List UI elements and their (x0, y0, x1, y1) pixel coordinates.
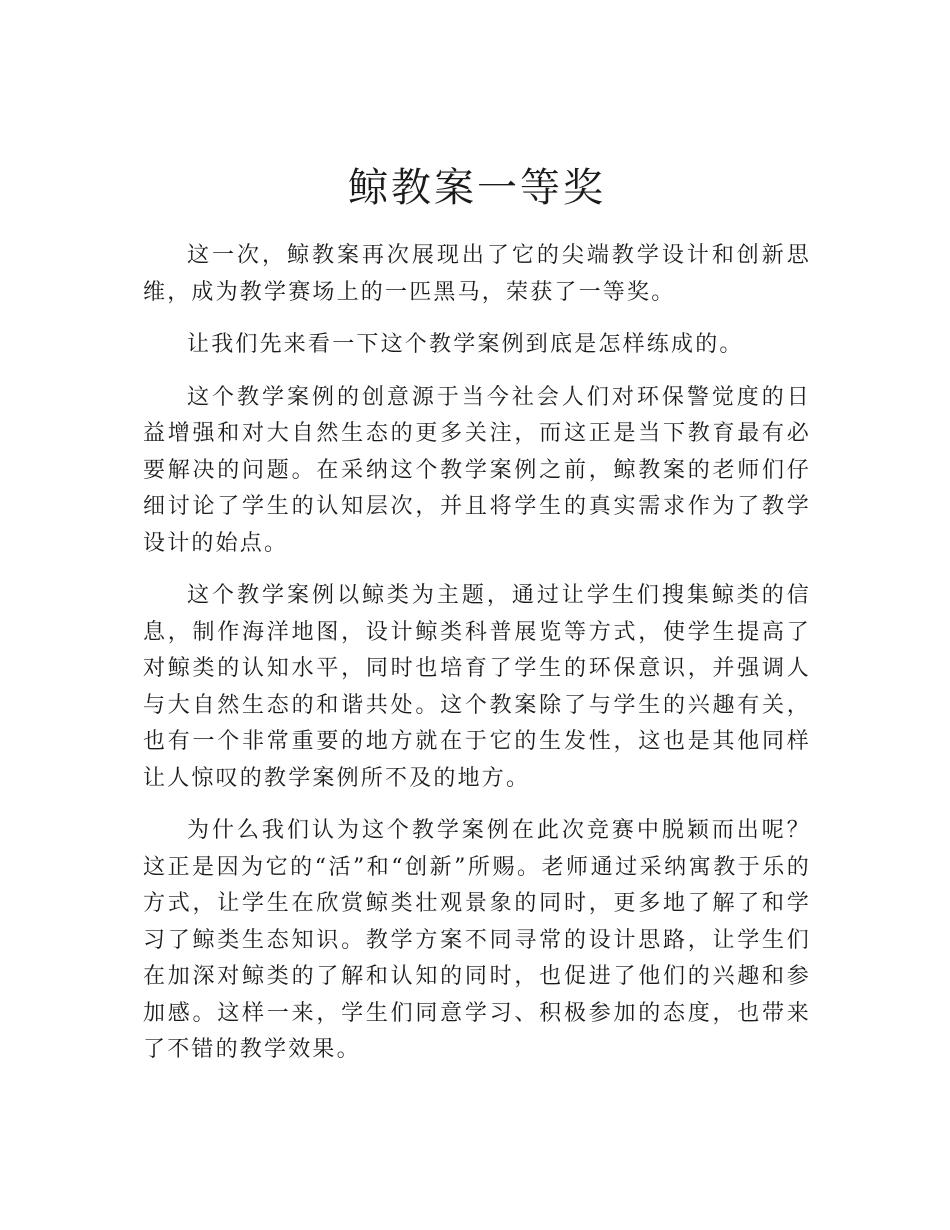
paragraph-4: 这个教学案例以鲸类为主题，通过让学生们搜集鲸类的信息，制作海洋地图，设计鲸类科普展览等方式，使学生提高了对鲸类的认知水平，同时也培育了学生的环保意识，并强调人与大自然生态的和谐共处。这个教案除了与学生的兴趣有关，也有一个非常重要的地方就在于它的生发性，这也是其他同样让人惊叹的教学案例所不及的地方。 (143, 583, 811, 791)
document-page (143, 160, 811, 1085)
document-title: 鲸教案一等奖 (348, 165, 606, 211)
paragraph-5: 为什么我们认为这个教学案例在此次竞赛中脱颖而出呢？这正是因为它的“活”和“创新”所赐。老师通过采纳寓教于乐的方式，让学生在欣赏鲸类壮观景象的同时，更多地了解了和学习了鲸类生态知识。教学方案不同寻常的设计思路，让学生们在加深对鲸类的了解和认知的同时，也促进了他们的兴趣和参加感。这样一来，学生们同意学习、积极参加的态度，也带来了不错的教学效果。 (143, 818, 811, 1062)
paragraph-2: 让我们先来看一下这个教学案例到底是怎样练成的。 (187, 332, 744, 357)
paragraph-3: 这个教学案例的创意源于当今社会人们对环保警觉度的日益增强和对大自然生态的更多关注，而这正是当下教育最有必要解决的问题。在采纳这个教学案例之前，鲸教案的老师们仔细讨论了学生的认知层次，并且将学生的真实需求作为了教学设计的始点。 (143, 384, 811, 556)
paragraph-1: 这一次，鲸教案再次展现出了它的尖端教学设计和创新思维，成为教学赛场上的一匹黑马，荣获了一等奖。 (143, 243, 811, 305)
